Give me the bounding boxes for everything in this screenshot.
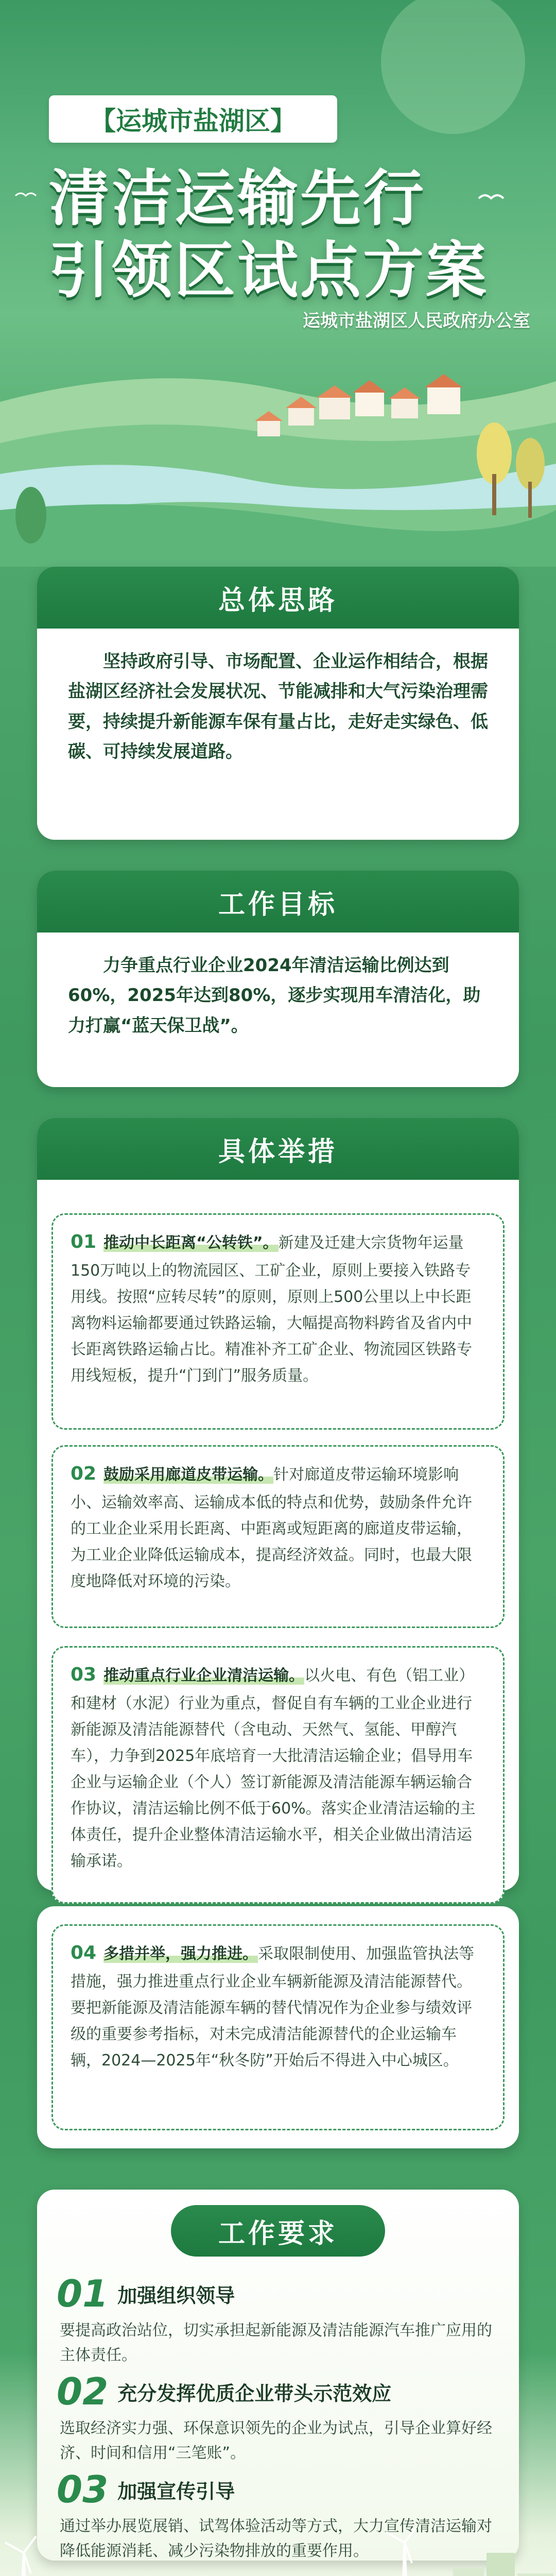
measure-item [51, 1445, 505, 1628]
measures-title: 具体举措 [37, 1118, 519, 1180]
measure-heading: 多措并举，强力推进。 [103, 1945, 258, 1963]
measure-heading: 推动中长距离“公转铁”。 [103, 1234, 279, 1252]
measure-number: 03 [71, 1664, 97, 1685]
sun-glow [381, 0, 525, 134]
footer-scenery [0, 2522, 556, 2576]
region-tag: 【运城市盐湖区】 [49, 95, 337, 143]
overview-card [37, 567, 519, 840]
requirement-text: 选取经济实力强、环保意识领先的企业为试点，引导企业算好经济、时间和信用“三笔账”。 [60, 2419, 492, 2462]
goals-text: 力争重点行业企业2024年清洁运输比例达到60%，2025年达到80%，逐步实现用车清洁化，助力打赢“蓝天保卫战”。 [68, 955, 481, 1036]
measure-text: 新建及迁建大宗货物年运量150万吨以上的物流园区、工矿企业，原则上要接入铁路专用线。按照“应转尽转”的原则，原则上500公里以上中长距离物料运输都要通过铁路运输，大幅提高物料跨省及省内中长距离铁路运输占比。精准补齐工矿企业、物流园区铁路专用线短板，提升“门到门”服务质量。 [71, 1234, 472, 1385]
measure-item [51, 1213, 505, 1430]
requirement-number: 03 [57, 2468, 109, 2511]
measure-heading: 鼓励采用廊道皮带运输。 [103, 1466, 274, 1484]
measure-text: 针对廊道皮带运输环境影响小、运输效率高、运输成本低的特点和优势，鼓励条件允许的工业企业采用长距离、中距离或短距离的廊道皮带运输，为工业企业降低运输成本，提高经济效益。同时，也最大限度地降低对环境的污染。 [71, 1466, 472, 1591]
requirement-heading: 加强宣传引导 [117, 2480, 235, 2503]
measure-text: 采取限制使用、加强监管执法等措施，强力推进重点行业企业车辆新能源及清洁能源替代。要把新能源及清洁能源车辆的替代情况作为企业参与绩效评级的重要参考指标，对未完成清洁能源替代的企业运输车辆，2024—2025年“秋冬防”开始后不得进入中心城区。 [71, 1945, 475, 2070]
overview-title: 总体思路 [37, 567, 519, 629]
requirement-item [57, 2272, 499, 2368]
goals-title: 工作目标 [37, 871, 519, 933]
measure-number: 04 [71, 1942, 97, 1963]
requirement-heading: 加强组织领导 [117, 2284, 235, 2307]
bird-icon [15, 193, 36, 196]
measure-heading: 推动重点行业企业清洁运输。 [103, 1667, 305, 1685]
measure-number: 02 [71, 1463, 97, 1484]
requirement-heading: 充分发挥优质企业带头示范效应 [117, 2382, 392, 2405]
page-title-line1: 清洁运输先行 [49, 163, 426, 234]
requirement-text: 要提高政治站位，切实承担起新能源及清洁能源汽车推广应用的主体责任。 [60, 2321, 492, 2364]
wind-turbine-icon [5, 2536, 36, 2576]
requirements-title: 工作要求 [171, 2205, 385, 2257]
measure-item [51, 1646, 505, 1904]
measure-number: 01 [71, 1231, 97, 1252]
requirement-item [57, 2370, 499, 2466]
page-title-line2: 引领区试点方案 [49, 235, 489, 306]
goals-card [37, 871, 519, 1087]
bird-icon [479, 195, 503, 198]
overview-text: 坚持政府引导、市场配置、企业运作相结合，根据盐湖区经济社会发展状况、节能减排和大气污染治理需要，持续提升新能源车保有量占比，走好走实绿色、低碳、可持续发展道路。 [68, 651, 488, 762]
measure-text: 以火电、有色（铝工业）和建材（水泥）行业为重点，督促自有车辆的工业企业进行新能源及清洁能源替代（含电动、天然气、氢能、甲醇汽车），力争到2025年底培育一大批清洁运输企业；倡导用车企业与运输企业（个人）签订新能源及清洁能源车辆运输合作协议，清洁运输比例不低于60%。落实企业清洁运输的主体责任，提升企业整体清洁运输水平，相关企业做出清洁运输承诺。 [71, 1667, 476, 1871]
issuer-label: 运城市盐湖区人民政府办公室 [303, 311, 530, 331]
requirement-text: 通过举办展览展销、试驾体验活动等方式，大力宣传清洁运输对降低能源消耗、减少污染物排放的重要作用。 [60, 2517, 492, 2560]
city-buildings [453, 2553, 553, 2576]
requirement-number: 02 [57, 2370, 109, 2413]
wind-turbine-icon [386, 2526, 417, 2576]
requirement-number: 01 [57, 2272, 109, 2315]
measure-item [51, 1924, 505, 2130]
